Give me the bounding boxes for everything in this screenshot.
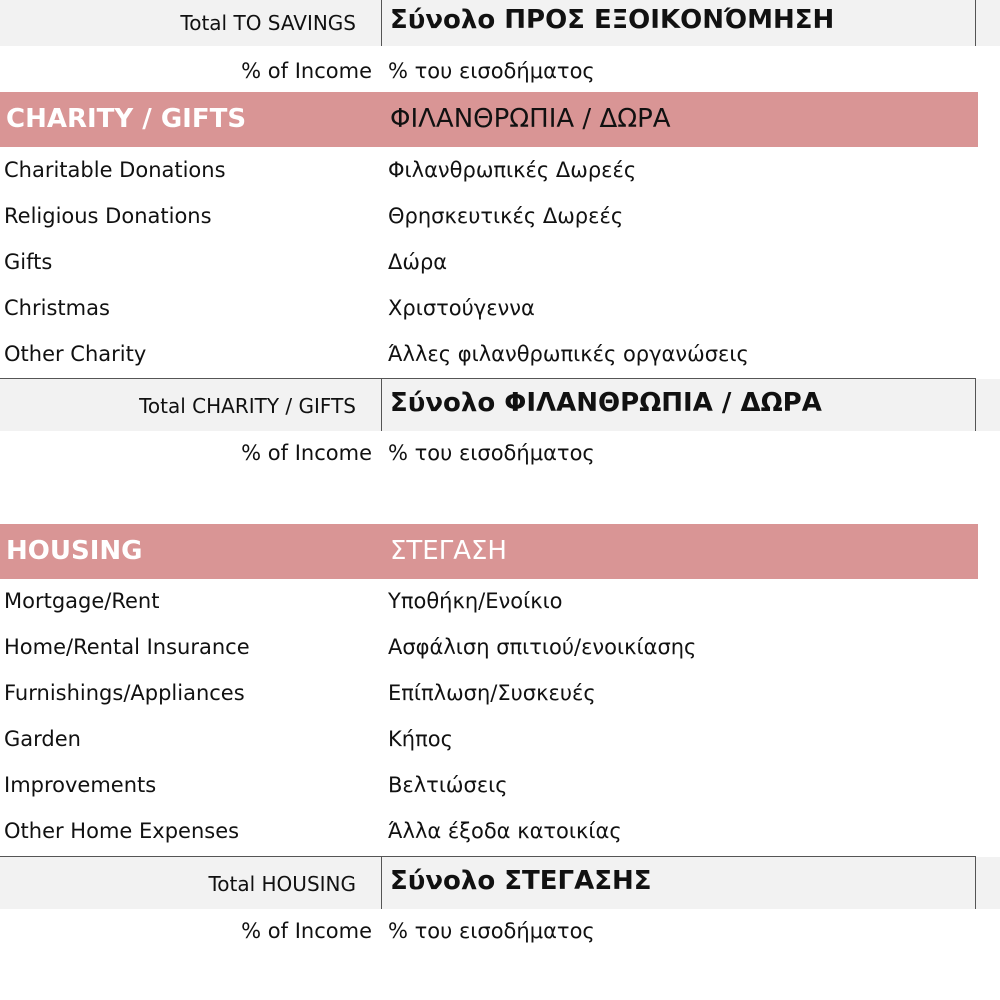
item-label: Other Home Expenses [4, 819, 240, 843]
housing-percent-label: % of Income [241, 919, 372, 943]
item-label-greek: Δώρα [388, 250, 448, 274]
savings-total-row [0, 0, 1000, 46]
savings-total-label: Total TO SAVINGS [180, 11, 356, 35]
savings-percent-label: % of Income [241, 59, 372, 83]
item-label: Religious Donations [4, 204, 212, 228]
list-item[interactable] [0, 674, 1000, 720]
charity-header-label-greek: ΦΙΛΑΝΘΡΩΠΙΑ / ΔΩΡΑ [390, 104, 671, 134]
item-label-greek: Χριστούγεννα [388, 296, 535, 320]
housing-header-label: HOUSING [6, 536, 143, 566]
item-label: Other Charity [4, 342, 147, 366]
item-label-greek: Άλλες φιλανθρωπικές οργανώσεις [388, 342, 749, 366]
savings-percent-label-greek: % του εισοδήματος [388, 59, 595, 83]
savings-total-label-greek: Σύνολο ΠΡΟΣ ΕΞΟΙΚΟΝΌΜΗΣΗ [390, 5, 835, 35]
charity-percent-label: % of Income [241, 441, 372, 465]
item-label: Charitable Donations [4, 158, 226, 182]
item-label-greek: Ασφάλιση σπιτιού/ενοικίασης [388, 635, 697, 659]
charity-percent-row [0, 436, 1000, 472]
list-item[interactable] [0, 582, 1000, 628]
housing-total-label: Total HOUSING [208, 872, 356, 896]
housing-section-header [0, 524, 978, 579]
item-label: Furnishings/Appliances [4, 681, 245, 705]
list-item[interactable] [0, 812, 1000, 856]
item-label-greek: Άλλα έξοδα κατοικίας [388, 819, 622, 843]
item-label-greek: Φιλανθρωπικές Δωρεές [388, 158, 637, 182]
list-item[interactable] [0, 244, 1000, 290]
item-label-greek: Κήπος [388, 727, 453, 751]
charity-percent-label-greek: % του εισοδήματος [388, 441, 595, 465]
housing-total-row [0, 857, 1000, 909]
list-item[interactable] [0, 152, 1000, 198]
list-item[interactable] [0, 290, 1000, 336]
item-label: Gifts [4, 250, 53, 274]
item-label: Home/Rental Insurance [4, 635, 250, 659]
list-item[interactable] [0, 628, 1000, 674]
list-item[interactable] [0, 336, 1000, 378]
item-label-greek: Επίπλωση/Συσκευές [388, 681, 596, 705]
item-label: Christmas [4, 296, 110, 320]
charity-header-label: CHARITY / GIFTS [6, 104, 247, 134]
item-label: Garden [4, 727, 81, 751]
charity-total-label-greek: Σύνολο ΦΙΛΑΝΘΡΩΠΙΑ / ΔΩΡΑ [390, 388, 822, 418]
housing-total-label-greek: Σύνολο ΣΤΕΓΑΣΗΣ [390, 866, 652, 896]
item-label-greek: Θρησκευτικές Δωρεές [388, 204, 624, 228]
charity-section-header [0, 92, 978, 147]
list-item[interactable] [0, 766, 1000, 812]
list-item[interactable] [0, 198, 1000, 244]
charity-total-row [0, 379, 1000, 431]
list-item[interactable] [0, 720, 1000, 766]
item-label-greek: Υποθήκη/Ενοίκιο [388, 589, 563, 613]
item-label: Improvements [4, 773, 157, 797]
item-label: Mortgage/Rent [4, 589, 160, 613]
housing-header-label-greek: ΣΤΕΓΑΣΗ [390, 536, 507, 566]
savings-percent-row [0, 56, 1000, 88]
charity-total-label: Total CHARITY / GIFTS [139, 394, 356, 418]
housing-percent-label-greek: % του εισοδήματος [388, 919, 595, 943]
housing-percent-row [0, 914, 1000, 950]
item-label-greek: Βελτιώσεις [388, 773, 508, 797]
